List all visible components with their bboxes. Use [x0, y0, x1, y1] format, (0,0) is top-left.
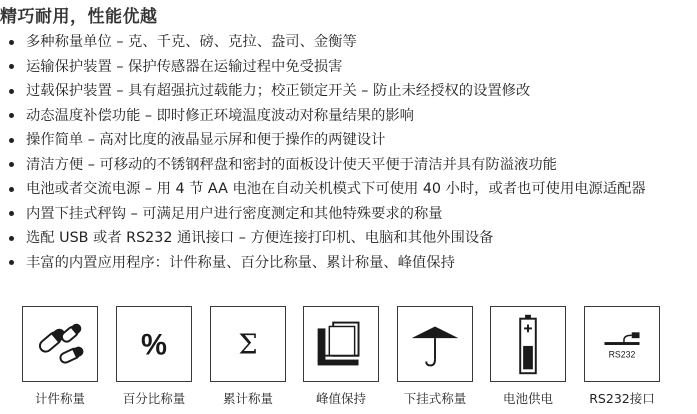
rs232-glyph: RS232	[608, 349, 636, 360]
feature-list	[6, 30, 646, 275]
icon-label: 峰值保持	[315, 391, 366, 406]
feature-text: 内置下挂式秤钩 – 可满足用户进行密度测定和其他特殊要求的称量	[26, 205, 443, 222]
feature-item	[6, 202, 646, 227]
feature-item	[6, 79, 646, 104]
bullet-icon	[9, 64, 14, 69]
feature-text: 运输保护装置 – 保护传感器在运输过程中免受损害	[26, 58, 343, 75]
feature-text: 选配 USB 或者 RS232 通讯接口 – 方便连接打印机、电脑和其他外围设备	[26, 230, 494, 246]
bullet-icon	[9, 113, 14, 118]
bullet-icon	[9, 89, 14, 94]
icon-label: RS232接口	[589, 391, 655, 406]
bullet-icon	[9, 236, 14, 241]
feature-item	[6, 30, 646, 55]
peak-hold-icon	[303, 306, 379, 382]
feature-item	[6, 128, 646, 153]
feature-text: 过载保护装置 – 具有超强抗过载能力；校正锁定开关 – 防止未经授权的设置修改	[26, 83, 531, 99]
icon-label: 百分比称量	[122, 391, 186, 406]
rs232-connector-icon	[584, 306, 660, 382]
percent-icon	[116, 306, 192, 382]
pills-icon	[22, 306, 98, 382]
icon-label: 下挂式称量	[403, 391, 467, 406]
feature-item	[6, 251, 646, 276]
sigma-icon	[210, 306, 286, 382]
feature-text: 动态温度补偿功能 – 即时修正环境温度波动对称量结果的影响	[26, 107, 414, 124]
bullet-icon	[9, 40, 14, 45]
section-title: 精巧耐用，性能优越	[0, 7, 158, 27]
feature-text: 清洁方便 – 可移动的不锈钢秤盘和密封的面板设计使天平便于清洁并具有防溢液功能	[26, 156, 557, 173]
bullet-icon	[9, 138, 14, 143]
bullet-icon	[9, 260, 14, 265]
icon-label: 电池供电	[502, 391, 553, 406]
feature-item	[6, 226, 646, 251]
feature-item	[6, 104, 646, 129]
feature-item	[6, 177, 646, 202]
feature-item	[6, 153, 646, 178]
bullet-icon	[9, 211, 14, 216]
feature-text: 操作简单 – 高对比度的液晶显示屏和便于操作的两键设计	[26, 132, 386, 148]
feature-text: 丰富的内置应用程序：计件称量、百分比称量、累计称量、峰值保持	[26, 254, 455, 271]
below-hook-icon	[397, 306, 473, 382]
feature-text: 多种称量单位 – 克、千克、磅、克拉、盎司、金衡等	[26, 34, 357, 50]
feature-text: 电池或者交流电源 – 用 4 节 AA 电池在自动关机模式下可使用 40 小时，或者也可使用电源适配器	[26, 181, 646, 197]
bullet-icon	[9, 187, 14, 192]
sigma-glyph: Σ	[238, 329, 258, 361]
battery-icon	[490, 306, 566, 382]
feature-item	[6, 55, 646, 80]
bullet-icon	[9, 162, 14, 167]
percent-glyph: %	[141, 329, 167, 362]
icon-label: 累计称量	[222, 391, 273, 406]
icon-label: 计件称量	[34, 391, 85, 406]
